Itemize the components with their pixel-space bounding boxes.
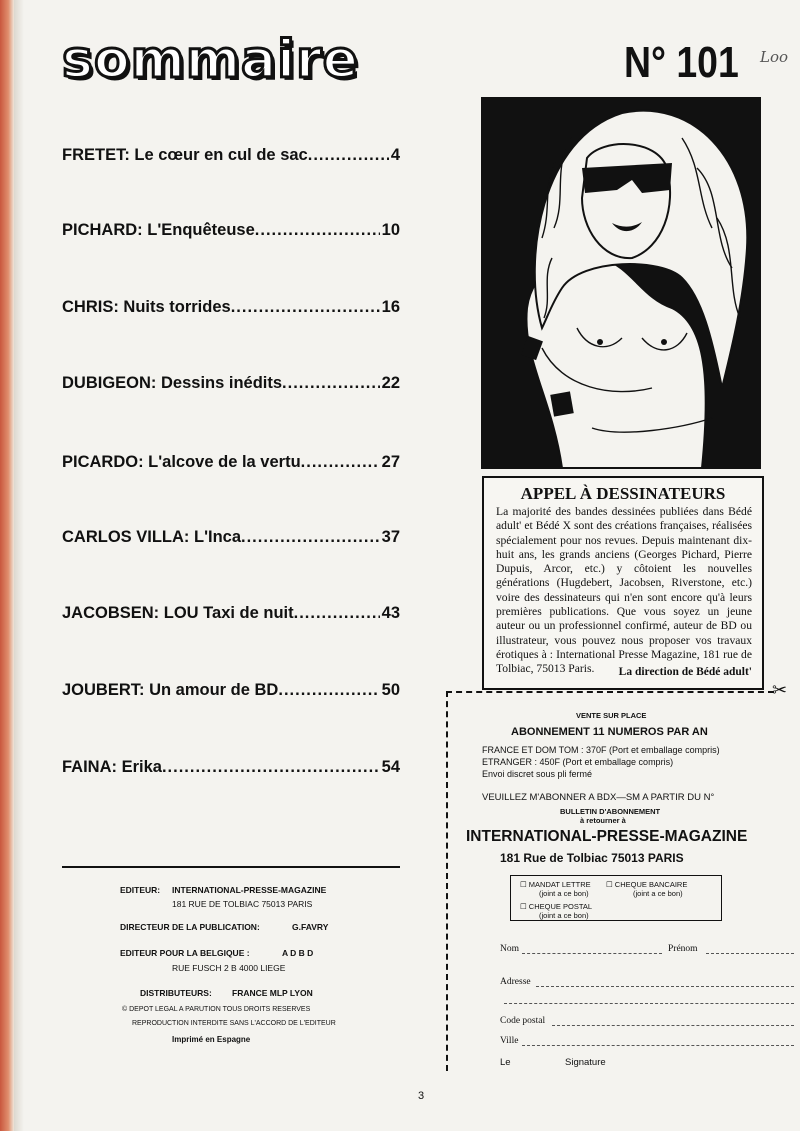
toc-entry: CHRIS: Nuits torrides ..... 16 [62,298,400,317]
subscription-title: ABONNEMENT 11 NUMEROS PAR AN [511,726,708,738]
prenom-field[interactable] [706,952,794,954]
toc-entry: PICARDO: L'alcove de la vertu ..... 27 [62,453,400,472]
credit-label: EDITEUR POUR LA BELGIQUE : [120,948,250,958]
credit-value: A D B D [282,948,314,958]
checkbox-mandat[interactable]: ☐ MANDAT LETTRE [520,880,591,889]
toc-entry: CARLOS VILLA: L'Inca ..... 37 [62,528,400,547]
ville-field[interactable] [522,1044,794,1046]
credit-address: 181 RUE DE TOLBIAC 75013 PARIS [172,899,313,909]
printed-in: Imprimé en Espagne [172,1035,251,1044]
sale-note: VENTE SUR PLACE [576,711,647,720]
cover-spine [0,0,14,1131]
option-note: (joint a ce bon) [539,889,589,898]
toc-entry: JACOBSEN: LOU Taxi de nuit ..... 43 [62,604,400,623]
subscribe-line: VEUILLEZ M'ABONNER A BDX—SM A PARTIR DU N° [482,792,715,803]
field-label: Code postal [500,1016,546,1026]
option-note: (joint a ce bon) [539,911,589,920]
adresse-field-2[interactable] [504,1002,794,1004]
credit-value: INTERNATIONAL-PRESSE-MAGAZINE [172,885,327,895]
credit-value: G.FAVRY [292,922,329,932]
handwritten-note: Loo [760,48,789,66]
company-address: 181 Rue de Tolbiac 75013 PARIS [500,851,684,865]
toc-entry: FRETET: Le cœur en cul de sac ..... 4 [62,146,400,165]
credit-label: DIRECTEUR DE LA PUBLICATION: [120,922,260,932]
divider [62,866,400,868]
call-title: APPEL À DESSINATEURS [520,484,726,503]
field-label: Ville [500,1036,519,1046]
credit-address: RUE FUSCH 2 B 4000 LIEGE [172,963,286,973]
return-to: à retourner à [580,816,626,825]
legal-notice: REPRODUCTION INTERDITE SANS L'ACCORD DE L'EDITEUR [132,1020,336,1027]
legal-notice: © DEPOT LEGAL A PARUTION TOUS DROITS RESERVES [122,1006,311,1013]
payment-options [510,875,722,921]
field-label: Nom [500,944,519,954]
toc-entry: FAINA: Erika ..... 54 [62,758,400,777]
toc-entry: PICHARD: L'Enquêteuse ..... 10 [62,221,400,240]
field-label: Adresse [500,977,531,987]
shipping-note: Envoi discret sous pli fermé [482,769,593,779]
call-for-artists-box [482,476,764,690]
call-body: La majorité des bandes dessinées publiées dans Bédé adult' et Bédé X sont des créations françaises, réalisées spécialement pour nos revues. Depuis maintenant dix-huit ans, les grands anciens (Georges Pichard, Pierre Dupuis, Arcor, etc.) y côtoient les nouvelles générations (Hugdebert, Jacobsen, Riverstone, etc.) voire des dessinateurs qui n'en sont encore qu'à leurs premières publications. Que vous soyez un jeune auteur ou un professionnel confirmé, auteur de BD ou illustrateur, vous pouvez nous proposer vos travaux érotiques à : International Presse Magazine, 181 rue de Tolbiac, 75013 Paris. [496,505,752,676]
price-foreign: ETRANGER : 450F (Port et emballage compris) [482,757,674,767]
field-label: Prénom [668,944,698,954]
credit-label: EDITEUR: [120,885,161,895]
checkbox-cheque-postal[interactable]: ☐ CHEQUE POSTAL [520,902,593,911]
cover-illustration [481,97,761,469]
toc-entry: DUBIGEON: Dessins inédits ..... 22 [62,374,400,393]
call-signature: La direction de Bédé adult' [618,666,752,678]
scissors-icon: ✂ [772,680,788,700]
price-france: FRANCE ET DOM TOM : 370F (Port et emballage compris) [482,745,720,755]
form-title: BULLETIN D'ABONNEMENT [560,807,661,816]
checkbox-cheque-bancaire[interactable]: ☐ CHEQUE BANCAIRE [606,880,688,889]
cut-line [446,691,774,693]
nom-field[interactable] [522,952,662,954]
issue-number: N° 101 [624,38,739,87]
page-number: 3 [418,1090,425,1102]
field-label: Le [500,1057,511,1068]
adresse-field[interactable] [536,985,794,987]
toc-entry: JOUBERT: Un amour de BD ..... 50 [62,681,400,700]
page-shadow [14,0,24,1131]
company-name: INTERNATIONAL-PRESSE-MAGAZINE [466,828,748,845]
cut-line [446,691,448,1071]
page-title: sommaire [62,30,359,90]
field-label: Signature [565,1057,606,1068]
option-note: (joint a ce bon) [633,889,683,898]
code-postal-field[interactable] [552,1024,794,1026]
credit-label: DISTRIBUTEURS: [140,988,212,998]
illustration-image [482,98,760,468]
credit-value: FRANCE MLP LYON [232,988,313,998]
